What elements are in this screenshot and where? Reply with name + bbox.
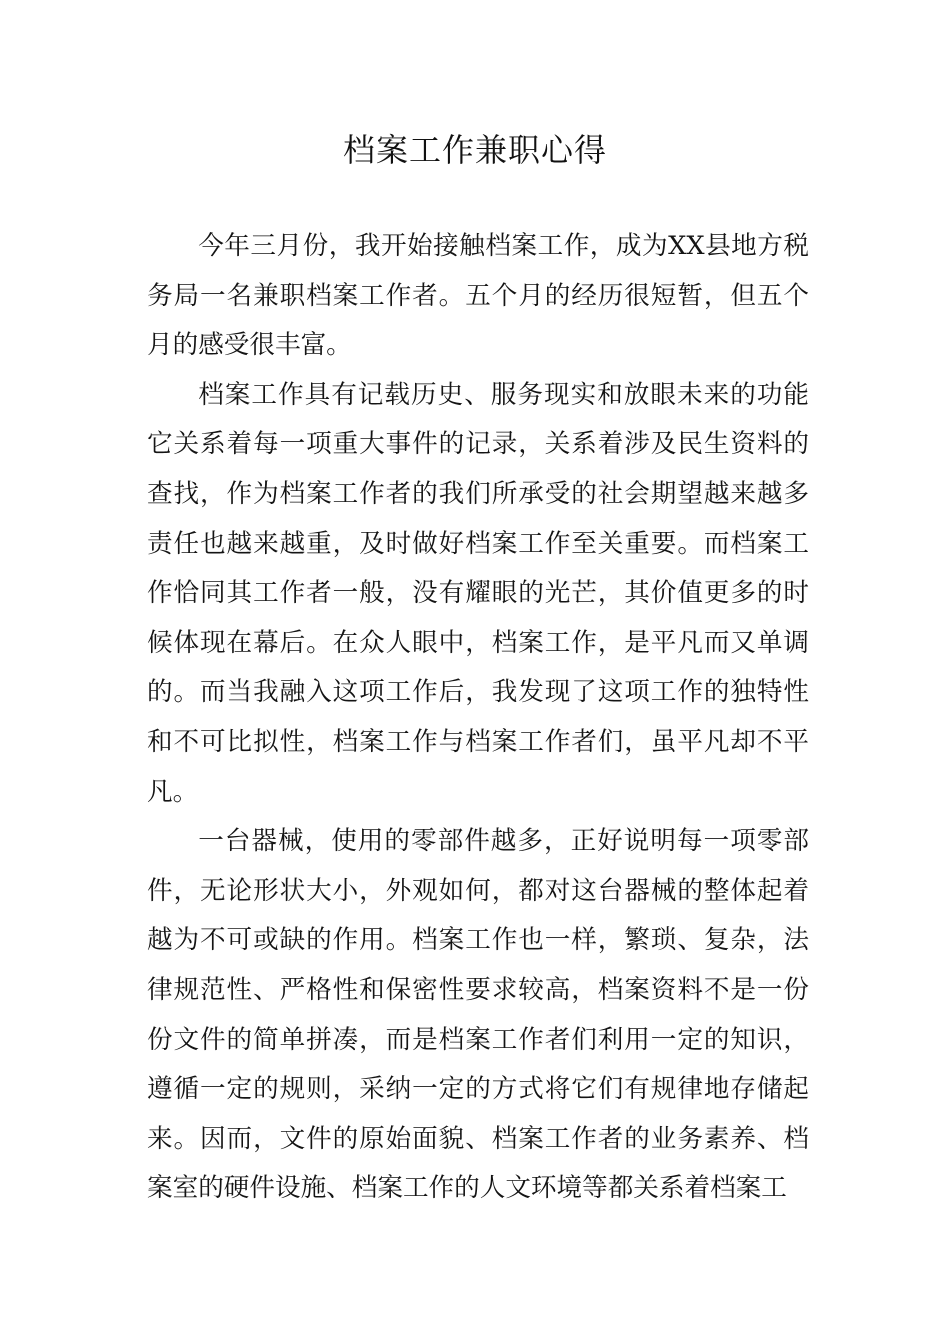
paragraph-3: 一台器械，使用的零部件越多，正好说明每一项零部件，无论形状大小，外观如何，都对这台器械的整体起着越为不可或缺的作用。档案工作也一样，繁琐、复杂，法律规范性、严格性和保密性要求较高，档案资料不是一份份文件的简单拼凑，而是档案工作者们利用一定的知识，遵循一定的规则，采纳一定的方式将它们有规律地存储起来。因而，文件的原始面貌、档案工作者的业务素养、档案室的硬件设施、档案工作的人文环境等都关系着档案工 xyxy=(147,826,809,1204)
document-body xyxy=(147,222,809,1214)
document-title: 档案工作兼职心得 xyxy=(342,131,607,169)
paragraph-1: 今年三月份，我开始接触档案工作，成为XX县地方税务局一名兼职档案工作者。五个月的经历很短暂，但五个月的感受很丰富。 xyxy=(147,231,809,361)
paragraph-2: 档案工作具有记载历史、服务现实和放眼未来的功能它关系着每一项重大事件的记录，关系着涉及民生资料的查找，作为档案工作者的我们所承受的社会期望越来越多责任也越来越重，及时做好档案工作至关重要。而档案工作恰同其工作者一般，没有耀眼的光芒，其价值更多的时候体现在幕后。在众人眼中，档案工作，是平凡而又单调的。而当我融入这项工作后，我发现了这项工作的独特性和不可比拟性，档案工作与档案工作者们，虽平凡却不平凡。 xyxy=(147,379,809,807)
